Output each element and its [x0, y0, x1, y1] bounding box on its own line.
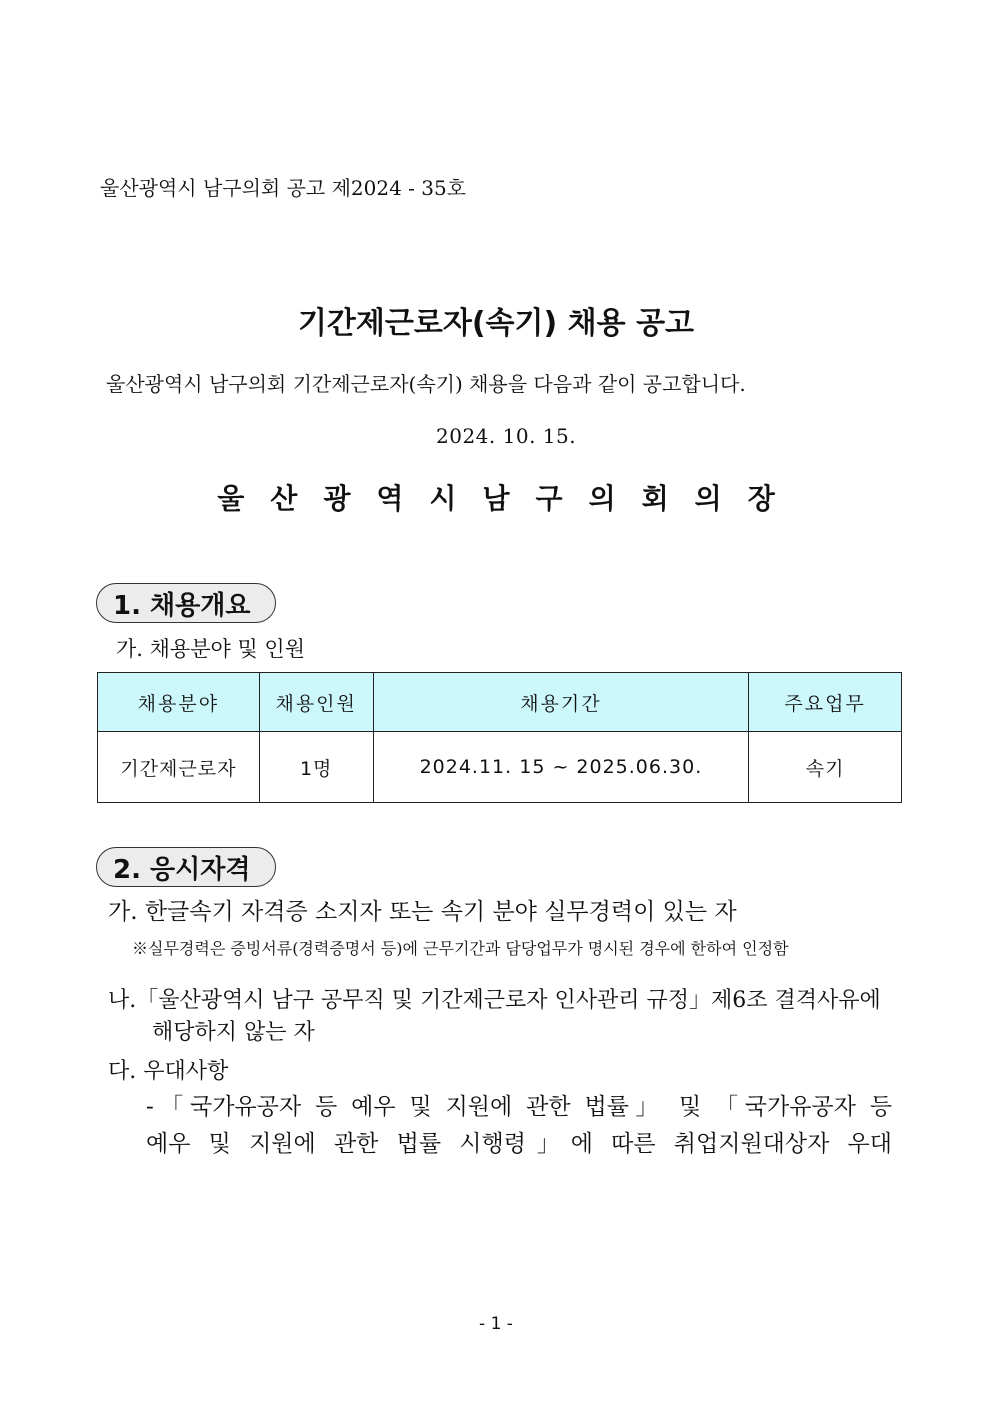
- eligibility-item-da: 다. 우대사항: [108, 1059, 229, 1084]
- section-heading-label: 1. 채용개요: [113, 590, 251, 621]
- eligibility-item-ga: 가. 한글속기 자격증 소지자 또는 속기 분야 실무경력이 있는 자: [108, 899, 737, 925]
- preference-line-2: 예우 및 지원에 관한 법률 시행령」에 따른 취업지원대상자 우대: [146, 1131, 892, 1157]
- intro-text: 울산광역시 남구의회 기간제근로자(속기) 채용을 다음과 같이 공고합니다.: [106, 372, 746, 396]
- page-title: 기간제근로자(속기) 채용 공고: [297, 306, 695, 341]
- table-header-cell: 채용인원: [259, 673, 373, 732]
- table-cell: 2024.11. 15 ~ 2025.06.30.: [373, 732, 749, 803]
- eligibility-note: ※실무경력은 증빙서류(경력증명서 등)에 근무기간과 담당업무가 명시된 경우에 한하여 인정함: [132, 939, 789, 958]
- signer-name: 울산광역시남구의회의장: [217, 482, 801, 515]
- eligibility-item-na: 나.「울산광역시 남구 공무직 및 기간제근로자 인사관리 규정」제6조 결격사유에: [108, 988, 881, 1013]
- table-header-cell: 주요업무: [749, 673, 902, 732]
- table-header-row: [98, 673, 902, 732]
- section-heading-recruitment-overview: [96, 583, 276, 623]
- eligibility-item-na-continued: 해당하지 않는 자: [152, 1020, 315, 1045]
- table-header-cell: 채용분야: [98, 673, 260, 732]
- section-heading-eligibility: [96, 847, 276, 887]
- table-cell: 기간제근로자: [98, 732, 260, 803]
- table-cell: 1명: [259, 732, 373, 803]
- notice-date: 2024. 10. 15.: [436, 424, 577, 448]
- section-heading-label: 2. 응시자격: [113, 854, 251, 885]
- notice-number: 울산광역시 남구의회 공고 제2024 - 35호: [100, 176, 467, 200]
- table-row: [98, 732, 902, 803]
- preference-line-1: -「국가유공자 등 예우 및 지원에 관한 법률」 및 「국가유공자 등: [146, 1094, 892, 1120]
- table-header-cell: 채용기간: [373, 673, 749, 732]
- recruitment-table: [97, 672, 902, 803]
- page-number: - 1 -: [479, 1314, 513, 1334]
- table-cell: 속기: [749, 732, 902, 803]
- subheading-field-and-headcount: 가. 채용분야 및 인원: [116, 637, 305, 661]
